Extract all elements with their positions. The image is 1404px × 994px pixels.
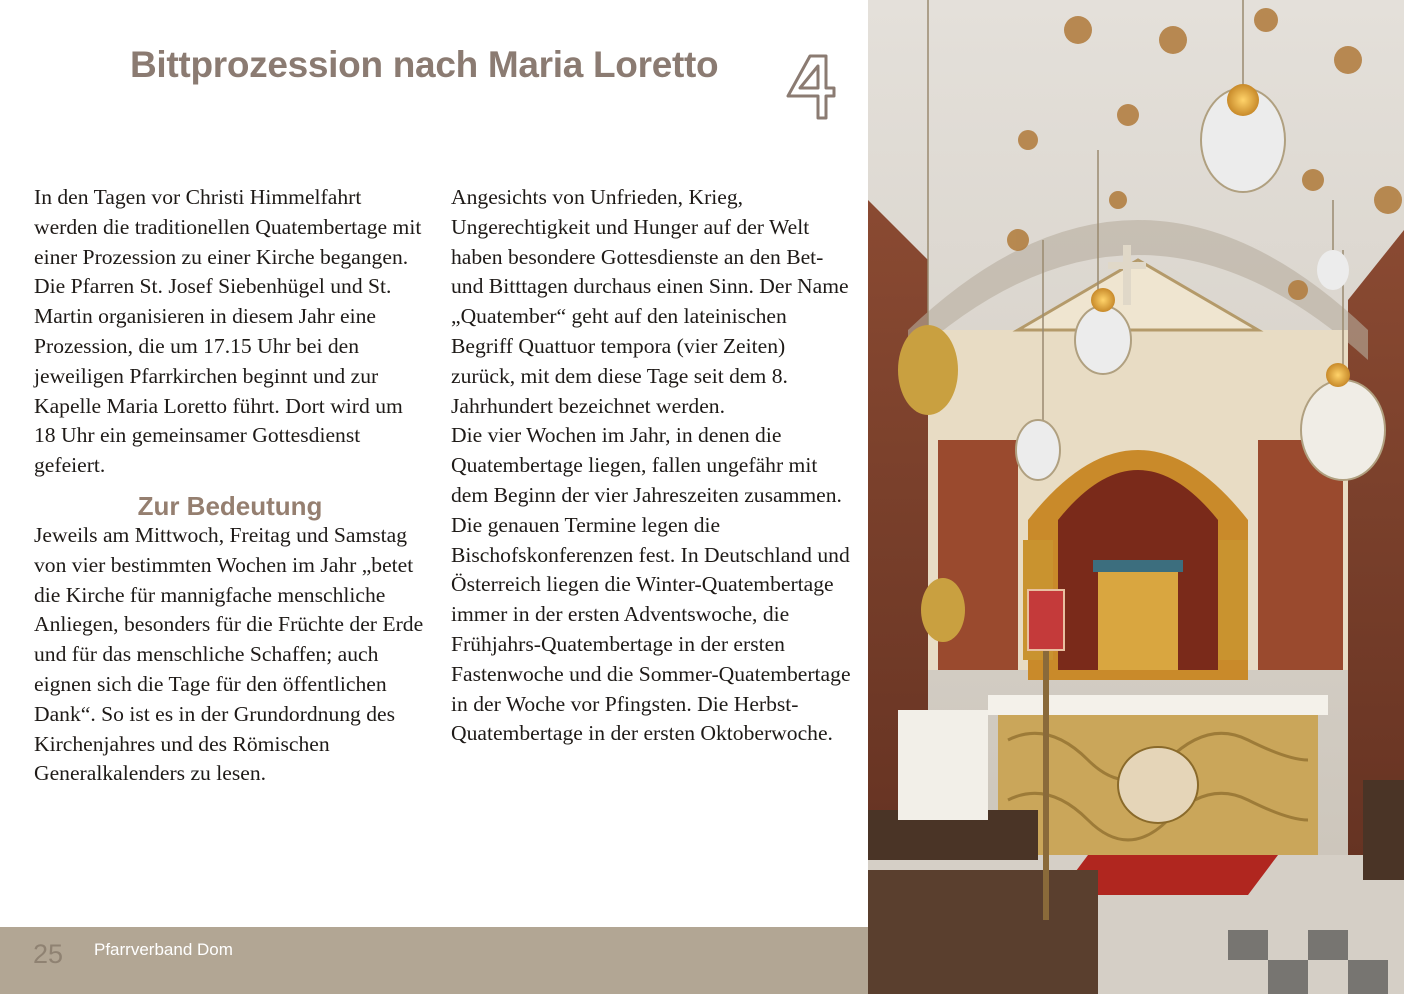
- paragraph-quatember-origin: Angesichts von Unfrieden, Krieg, Ungerechtigkeit und Hunger auf der Welt haben besondere Gottesdienste an den Bet- und Bitttagen durchaus einen Sinn. Der Name „Quatember“ geht auf den lateinischen Begriff Quattuor tempora (vier Zeiten) zurück, mit dem diese Tage seit dem 8. Jahrhundert bezeichnet werden.: [451, 185, 849, 418]
- chapel-interior-photo: [868, 0, 1404, 994]
- chapter-number-4-icon: [780, 50, 840, 126]
- footer-bar: [0, 927, 868, 994]
- right-column: [451, 183, 851, 749]
- meaning-paragraph: Jeweils am Mittwoch, Freitag und Samstag von vier bestimmten Wochen im Jahr „betet die Kirche für mannigfache menschliche Anliegen, besonders für die Früchte der Erde und für das menschliche Schaffen; auch eignen sich die Tage für den öffentlichen Dank“. So ist es in der Grundordnung des Kirchenjahres und des Römischen Generalkalenders zu lesen.: [34, 522, 424, 786]
- section-subheading: Zur Bedeutung: [137, 490, 323, 521]
- page-title: Bittprozession nach Maria Loretto: [130, 44, 719, 85]
- paragraph-seasons: Die vier Wochen im Jahr, in denen die Quatembertage liegen, fallen ungefähr mit dem Beginn der vier Jahreszeiten zusammen.: [451, 423, 842, 507]
- footer-publisher: Pfarrverband Dom: [94, 940, 233, 959]
- left-column: [34, 183, 426, 789]
- chapel-altar-illustration: [868, 0, 1404, 994]
- page-number: 25: [33, 939, 64, 969]
- paragraph-dates: Die genauen Termine legen die Bischofskonferenzen fest. In Deutschland und Österreich liegen die Winter-Quatembertage immer in der ersten Adventswoche, die Frühjahrs-Quatembertage in der ersten Fastenwoche und die Sommer-Quatembertage in der Woche vor Pfingsten. Die Herbst-Quatembertage in der ersten Oktoberwoche.: [451, 512, 851, 746]
- intro-paragraph: In den Tagen vor Christi Himmelfahrt werden die traditionellen Quatembertage mit einer Prozession zu einer Kirche begangen. Die Pfarren St. Josef Siebenhügel und St. Martin organisieren in diesem Jahr eine Prozession, die um 17.15 Uhr bei den jeweiligen Pfarrkirchen beginnt und zur Kapelle Maria Loretto führt. Dort wird um 18 Uhr ein gemeinsamer Gottesdienst gefeiert.: [34, 185, 422, 478]
